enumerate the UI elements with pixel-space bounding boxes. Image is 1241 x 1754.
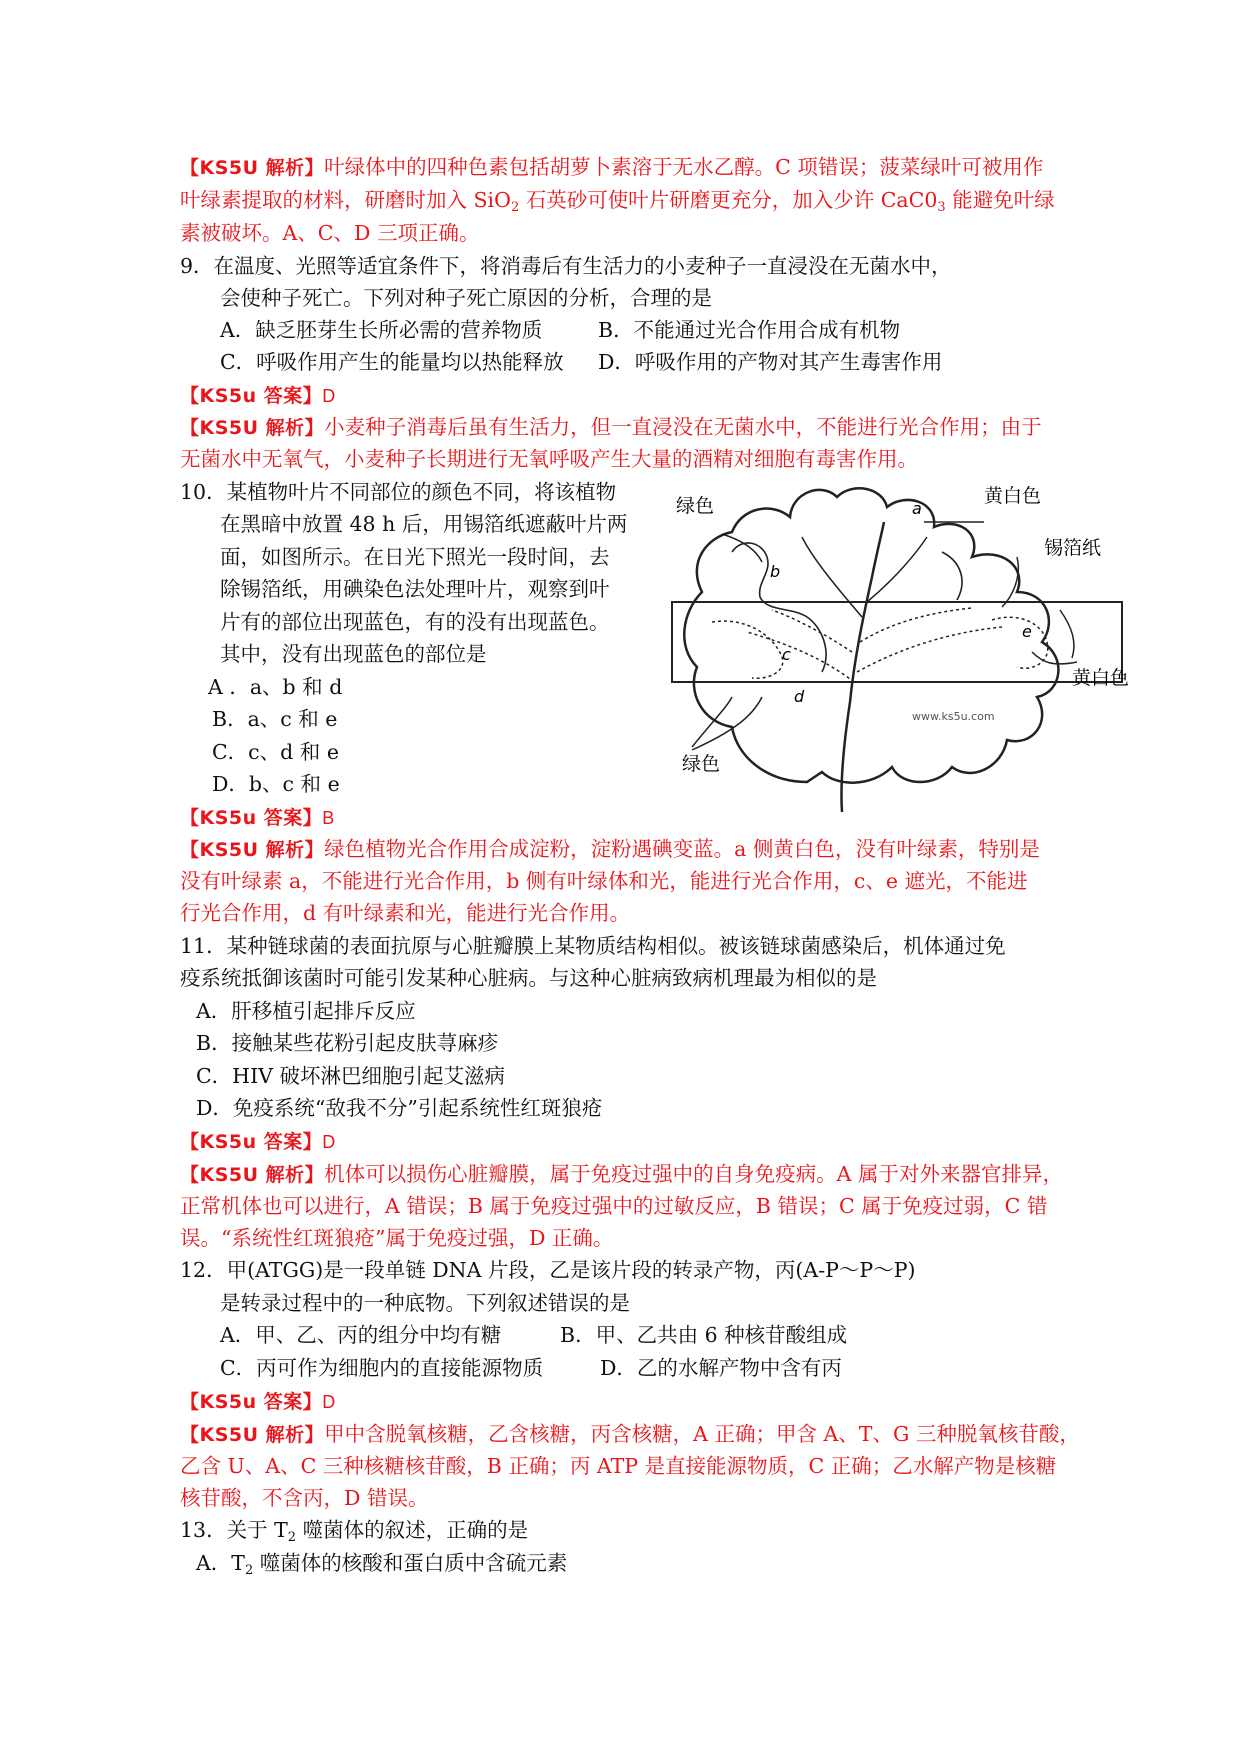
q10-option-a: A ．a、b 和 d [208, 675, 343, 699]
figure-label-yellow-right: 黄白色 [1072, 667, 1130, 689]
q9-option-c: C．呼吸作用产生的能量均以热能释放 [220, 350, 564, 374]
q10-option-b: B．a、c 和 e [212, 707, 338, 731]
q11-option-c: C．HIV 破坏淋巴细胞引起艾滋病 [196, 1064, 505, 1088]
q12-option-a: A．甲、乙、丙的组分中均有糖 [220, 1323, 502, 1347]
q11-answer-value: D [322, 1132, 336, 1152]
q9-option-b: B．不能通过光合作用合成有机物 [598, 318, 901, 342]
q12-option-c: C．丙可作为细胞内的直接能源物质 [220, 1356, 544, 1380]
q9-stem-line-2: 会使种子死亡。下列对种子死亡原因的分析，合理的是 [220, 286, 712, 310]
q12-option-b: B．甲、乙共由 6 种核苷酸组成 [560, 1323, 848, 1347]
q11-option-b: B．接触某些花粉引起皮肤荨麻疹 [196, 1031, 499, 1055]
q11-explanation-line-3: 误。“系统性红斑狼疮”属于免疫过强，D 正确。 [180, 1226, 614, 1250]
q10-stem-line-1: 10．某植物叶片不同部位的颜色不同，将该植物 [180, 480, 617, 504]
q12-explanation-line-1: 【KS5U 解析】甲中含脱氧核糖，乙含核糖，丙含核糖，A 正确；甲含 A、T、G 三种脱氧核苷酸， [180, 1422, 1080, 1446]
q12-explanation-line-2: 乙含 U、A、C 三种核糖核苷酸，B 正确；丙 ATP 是直接能源物质，C 正确；乙水解产物是核糖 [180, 1454, 1057, 1478]
q11-stem-line-1: 11．某种链球菌的表面抗原与心脏瓣膜上某物质结构相似。被该链球菌感染后，机体通过免 [180, 934, 1006, 958]
q9-stem-line-1: 9．在温度、光照等适宜条件下，将消毒后有生活力的小麦种子一直浸没在无菌水中， [180, 254, 952, 278]
figure-label-green-bottom: 绿色 [682, 753, 721, 775]
q11-explanation-line-2: 正常机体也可以进行，A 错误；B 属于免疫过强中的过敏反应，B 错误；C 属于免疫过弱，C 错 [180, 1194, 1048, 1218]
q13-option-a: A．$T_2$ 噬菌体的核酸和蛋白质中含硫元素 [196, 1551, 568, 1578]
q11-stem-line-2: 疫系统抵御该菌时可能引发某种心脏病。与这种心脏病致病机理最为相似的是 [180, 966, 877, 990]
q11-option-d: D．免疫系统“敌我不分”引起系统性红斑狼疮 [196, 1096, 603, 1120]
figure-label-green-top: 绿色 [676, 495, 715, 517]
q12-answer: 【KS5u 答案】D [180, 1391, 336, 1413]
q8-explanation-line-1: 【KS5U 解析】叶绿体中的四种色素包括胡萝卜素溶于无水乙醇。C 项错误；菠菜绿叶可被用作 [180, 153, 1043, 183]
q8-explanation-line-3: 素被破坏。A、C、D 三项正确。 [180, 221, 480, 245]
q10-stem-line-3: 面，如图所示。在日光下照光一段时间，去 [220, 545, 610, 569]
q9-answer [180, 381, 335, 411]
figure-label-e: e [1022, 622, 1032, 641]
q9-explanation-line-1: 【KS5U 解析】小麦种子消毒后虽有生活力，但一直浸没在无菌水中，不能进行光合作用；由于 [180, 415, 1042, 439]
q13-stem: 13．关于 $T_2$ 噬菌体的叙述，正确的是 [180, 1518, 529, 1545]
jiexi-tag: 【KS5U 解析】 [180, 157, 325, 179]
q10-stem-line-5: 片有的部位出现蓝色，有的没有出现蓝色。 [220, 610, 610, 634]
q12-stem-line-1: 12．甲(ATGG)是一段单链 DNA 片段，乙是该片段的转录产物，丙(A-P～P～P) [180, 1258, 916, 1282]
q8-explanation-line-2: 叶绿素提取的材料，研磨时加入 SiO$_2$ 石英砂可使叶片研磨更充分，加入少许 $CaC0_3$ 能避免叶绿 [180, 188, 1055, 215]
q10-stem-line-6: 其中，没有出现蓝色的部位是 [220, 642, 487, 666]
q9-option-a: A．缺乏胚芽生长所必需的营养物质 [220, 318, 543, 342]
q10-explanation-line-1: 【KS5U 解析】绿色植物光合作用合成淀粉，淀粉遇碘变蓝。a 侧黄白色，没有叶绿素，特别是 [180, 837, 1040, 861]
q9-answer-value: D [322, 386, 336, 406]
q9-explanation-line-2: 无菌水中无氧气，小麦种子长期进行无氧呼吸产生大量的酒精对细胞有毒害作用。 [180, 447, 918, 471]
figure-label-foil: 锡箔纸 [1044, 537, 1102, 559]
q10-stem-line-2: 在黑暗中放置 48 h 后，用锡箔纸遮蔽叶片两 [220, 512, 628, 536]
figure-label-yellow-top: 黄白色 [984, 485, 1042, 507]
q10-explanation-line-2: 没有叶绿素 a，不能进行光合作用，b 侧有叶绿体和光，能进行光合作用，c、e 遮光，不能进 [180, 869, 1028, 893]
q12-stem-line-2: 是转录过程中的一种底物。下列叙述错误的是 [220, 1291, 630, 1315]
q10-answer-value: B [322, 808, 335, 828]
q12-option-d: D．乙的水解产物中含有丙 [600, 1356, 842, 1380]
q12-explanation-line-3: 核苷酸，不含丙，D 错误。 [180, 1486, 429, 1510]
q11-option-a: A．肝移植引起排斥反应 [196, 999, 416, 1023]
figure-label-b: b [770, 562, 781, 581]
q10-stem-line-4: 除锡箔纸，用碘染色法处理叶片，观察到叶 [220, 577, 610, 601]
q10-option-c: C．c、d 和 e [212, 740, 339, 764]
q9-option-d: D．呼吸作用的产物对其产生毒害作用 [598, 350, 943, 374]
leaf-diagram [672, 482, 1130, 812]
q10-explanation-line-3: 行光合作用，d 有叶绿素和光，能进行光合作用。 [180, 901, 631, 925]
q11-explanation-line-1: 【KS5U 解析】机体可以损伤心脏瓣膜，属于免疫过强中的自身免疫病。A 属于对外来器官排异， [180, 1162, 1063, 1186]
figure-label-d: d [794, 687, 805, 706]
q10-option-d: D．b、c 和 e [212, 772, 340, 796]
figure-label-c: c [782, 645, 791, 664]
figure-watermark: www.ks5u.com [912, 710, 995, 723]
q11-answer: 【KS5u 答案】D [180, 1131, 336, 1153]
daan-tag: 【KS5u 答案】 [180, 385, 323, 407]
q12-answer-value: D [322, 1392, 336, 1412]
q10-answer: 【KS5u 答案】B [180, 807, 335, 829]
figure-label-a: a [912, 499, 922, 518]
